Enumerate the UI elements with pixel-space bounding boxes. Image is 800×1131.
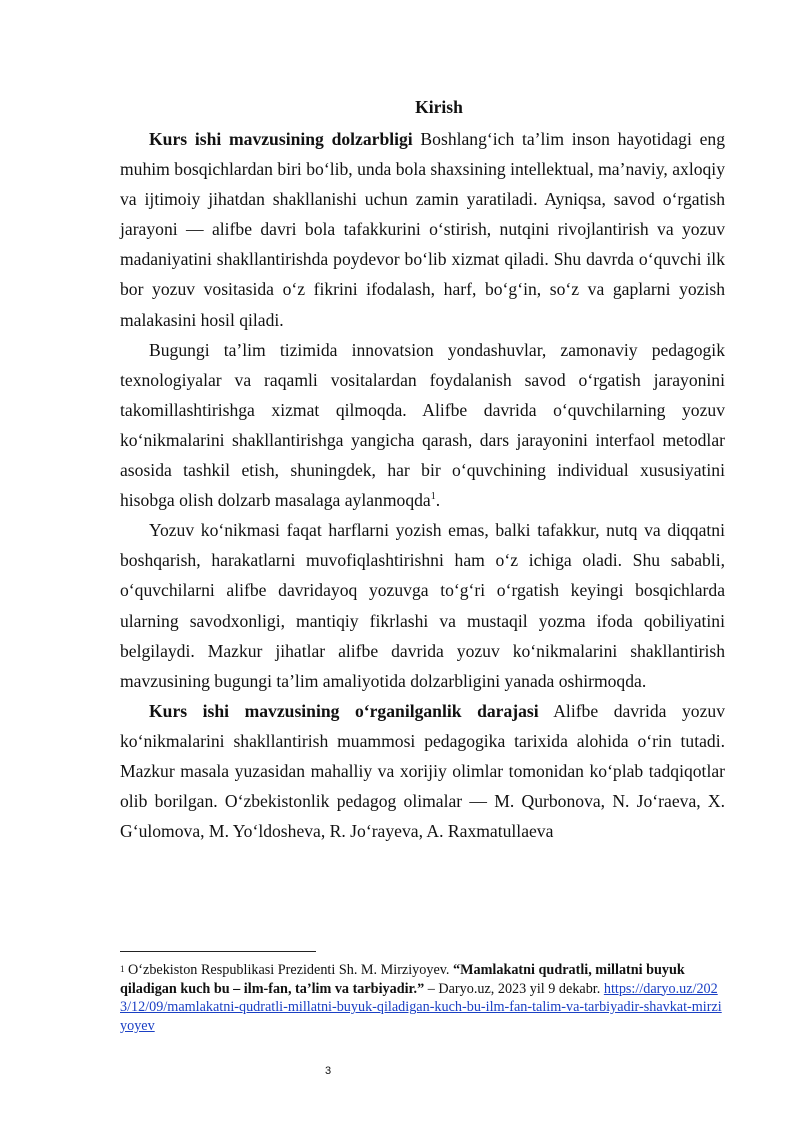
paragraph-lead: Kurs ishi mavzusining o‘rganilganlik darajasi [149, 700, 539, 721]
paragraph-relevance [120, 124, 725, 335]
footnote-separator [120, 951, 316, 952]
paragraph-study-level [120, 696, 725, 846]
footnote-link[interactable]: https://daryo.uz/2023/12/09/mamlakatni-qudratli-millatni-buyuk-qiladigan-kuch-bu-ilm-fan-talim-va-tarbiyadir-shavkat-mirziyoyev [120, 980, 722, 1034]
paragraph-writing-skill [120, 515, 725, 696]
paragraph-text: Alifbe davrida yozuv ko‘nikmalarini shakllantirish muammosi pedagogika tarixida alohida o‘rin tutadi. Mazkur masala yuzasidan mahalliy va xorijiy olimlar tomonidan ko‘plab tadqiqotlar olib borilgan. O‘zbekistonlik pedagog olimalar — M. Qurbonova, N. Jo‘raeva, X. G‘ulomova, M. Yo‘ldosheva, R. Jo‘rayeva, A. Raxmatullaeva [120, 700, 725, 842]
footnote [120, 960, 725, 1035]
footnote-date: – Daryo.uz, 2023 yil 9 dekabr. [424, 980, 601, 997]
page-number: 3 [324, 1065, 332, 1077]
footnote-source: O‘zbekiston Respublikasi Prezidenti Sh. M. Mirziyoyev. [124, 962, 454, 978]
footnote-reference[interactable]: 1 [430, 491, 436, 503]
footnote-quote: “Mamlakatni qudratli, millatni buyuk qiladigan kuch bu – ilm-fan, ta’lim va tarbiyadir.” [120, 962, 685, 997]
paragraph-innovation [120, 335, 725, 516]
footnote-marker: 1 [120, 964, 125, 974]
paragraph-text: Bugungi ta’lim tizimida innovatsion yondashuvlar, zamonaviy pedagogik texnologiyalar va raqamli vositalardan foydalanish savod o‘rgatish jarayonini takomillashtirishga xizmat qilmoqda. Alifbe davrida o‘quvchilarning yozuv ko‘nikmalarini shakllantirishga yangicha qarash, dars jarayonini interfaol metodlar asosida tashkil etish, shuningdek, har bir o‘quvchining individual xususiyatini hisobga olish dolzarb masalaga aylanmoqda [120, 339, 725, 511]
section-heading: Kirish [415, 97, 463, 117]
body-text [120, 124, 725, 846]
paragraph-text: Yozuv ko‘nikmasi faqat harflarni yozish emas, balki tafakkur, nutq va diqqatni boshqarish, harakatlarni muvofiqlashtirishni ham o‘z ichiga oladi. Shu sababli, o‘quvchilarni alifbe davridayoq yozuvga to‘g‘ri o‘rgatish keyingi bosqichlarda ularning savodxonligi, mantiqiy fikrlashi va mustaqil yozma ifoda qobiliyatini belgilaydi. Mazkur jihatlar alifbe davrida yozuv ko‘nikmalarini shakllantirish mavzusining bugungi ta’lim amaliyotida dolzarbligini yanada oshirmoqda. [120, 520, 725, 691]
paragraph-end: . [435, 490, 441, 511]
paragraph-lead: Kurs ishi mavzusining dolzarbligi [149, 129, 413, 149]
paragraph-text: Boshlang‘ich ta’lim inson hayotidagi eng muhim bosqichlardan biri bo‘lib, unda bola shaxsining intellektual, ma’naviy, axloqiy va ijtimoiy jihatdan shakllanishi uchun zamin yaratiladi. Ayniqsa, savod o‘rgatish jarayoni — alifbe davri bola tafakkurini o‘stirish, nutqini rivojlantirish va yozuv madaniyatini shakllantirishda poydevor bo‘lib xizmat qiladi. Shu davrda o‘quvchi ilk bor yozuv vositasida o‘z fikrini ifodalash, harf, bo‘g‘in, so‘z va gaplarni yozish malakasini hosil qiladi. [120, 129, 725, 330]
